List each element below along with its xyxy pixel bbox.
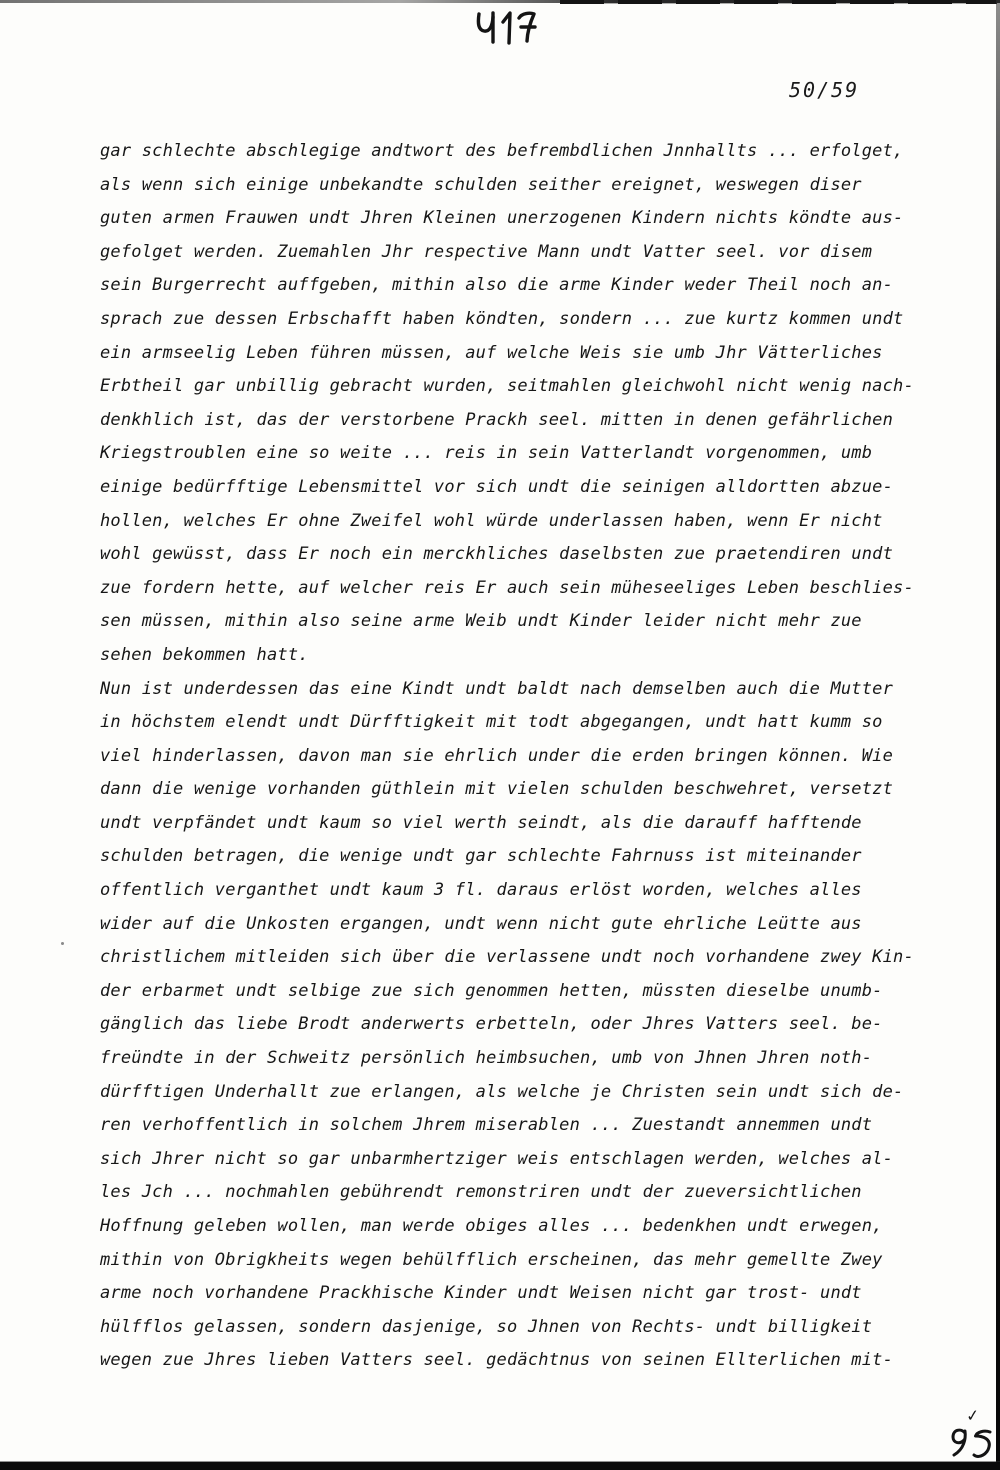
scan-edge-top-dashes — [560, 0, 997, 4]
text-line: viel hinderlassen, davon man sie ehrlich under die erden bringen können. Wie — [100, 745, 894, 766]
text-line: gar schlechte abschlegige andtwort des befrembdlichen Jnnhallts ... erfolget, — [100, 141, 904, 161]
text-line: undt verpfändet undt kaum so viel werth seindt, als die darauff hafftende — [100, 812, 862, 833]
text-line: Kriegstroublen eine so weite ... reis in sein Vatterlandt vorgenommen, umb — [100, 443, 873, 464]
typewritten-text — [100, 135, 940, 1378]
text-line: hollen, welches Er ohne Zweifel wohl würde underlassen haben, wenn Er nicht — [100, 510, 883, 531]
text-line: Erbtheil gar unbillig gebracht wurden, seitmahlen gleichwohl nicht wenig nach- — [100, 376, 914, 397]
text-line: der erbarmet undt selbige zue sich genommen hetten, müssten dieselbe unumb- — [100, 980, 883, 1001]
handwritten-footer-number — [948, 1426, 996, 1464]
text-line: gefolget werden. Zuemahlen Jhr respective Mann undt Vatter seel. vor disem — [100, 241, 873, 262]
folio-reference: 50/59 — [789, 78, 860, 102]
scan-edge-right — [996, 0, 1000, 1470]
handwritten-417-strokes — [470, 8, 540, 52]
text-line: als wenn sich einige unbekandte schulden seither ereignet, weswegen diser — [100, 174, 862, 195]
text-line: sein Burgerrecht auffgeben, mithin also die arme Kinder weder Theil noch an- — [100, 275, 894, 296]
text-line: les Jch ... nochmahlen gebührendt remonstriren undt der zueversichtlichen — [100, 1182, 862, 1203]
text-line: gänglich das liebe Brodt anderwerts erbetteln, oder Jhres Vatters seel. be- — [100, 1014, 883, 1035]
text-line: wohl gewüsst, dass Er noch ein merckhliches daselbsten zue praetendiren undt — [100, 544, 894, 565]
text-line: arme noch vorhandene Prackhische Kinder undt Weisen nicht gar trost- undt — [100, 1283, 862, 1304]
text-line: Hoffnung geleben wollen, man werde obiges alles ... bedenkhen undt erwegen, — [100, 1216, 883, 1236]
text-line: ren verhoffentlich in solchem Jhrem miserablen ... Zuestandt annemmen undt — [100, 1115, 873, 1136]
text-line: sehen bekommen hatt. — [100, 644, 309, 665]
text-line: wegen zue Jhres lieben Vatters seel. gedächtnus von seinen Ellterlichen mit- — [100, 1350, 894, 1371]
text-line: mithin von Obrigkheits wegen behülfflich erscheinen, das mehr gemellte Zwey — [100, 1249, 883, 1270]
text-line: Nun ist underdessen das eine Kindt undt baldt nach demselben auch die Mutter — [100, 678, 894, 699]
text-line: ein armseelig Leben führen müssen, auf welche Weis sie umb Jhr Vätterliches — [100, 342, 883, 363]
text-line: wider auf die Unkosten ergangen, undt wenn nicht gute ehrliche Leütte aus — [100, 913, 862, 934]
scan-edge-bottom — [0, 1462, 1000, 1470]
text-line: einige bedürfftige Lebensmittel vor sich undt die seinigen alldortten abzue- — [100, 476, 894, 497]
text-line: denkhlich ist, das der verstorbene Prackh seel. mitten in denen gefährlichen — [100, 409, 894, 430]
text-line: christlichem mitleiden sich über die verlassene undt noch vorhandene zwey Kin- — [100, 947, 914, 968]
handwritten-page-number — [470, 8, 540, 52]
text-line: zue fordern hette, auf welcher reis Er auch sein müheseeliges Leben beschlies- — [100, 577, 914, 598]
text-line: schulden betragen, die wenige undt gar schlechte Fahrnuss ist miteinander — [100, 846, 862, 867]
text-line: dürfftigen Underhallt zue erlangen, als welche je Christen sein undt sich de- — [100, 1081, 904, 1102]
text-line: sich Jhrer nicht so gar unbarmhertziger weis entschlagen werden, welches al- — [100, 1148, 894, 1169]
checkmark-icon: ✓ — [965, 1405, 981, 1426]
text-line: offentlich verganthet undt kaum 3 fl. daraus erlöst worden, welches alles — [100, 880, 862, 901]
text-line: hülfflos gelassen, sondern dasjenige, so Jhnen von Rechts- undt billigkeit — [100, 1316, 873, 1337]
text-line: guten armen Frauwen undt Jhren Kleinen unerzogenen Kindern nichts köndte aus- — [100, 208, 904, 229]
text-line: sprach zue dessen Erbschafft haben köndten, sondern ... zue kurtz kommen undt — [100, 308, 904, 329]
text-line: freündte in der Schweitz persönlich heimbsuchen, umb von Jhnen Jhren noth- — [100, 1048, 873, 1069]
text-line: in höchstem elendt undt Dürfftigkeit mit todt abgegangen, undt hatt kumm so — [100, 712, 883, 733]
handwritten-95-strokes — [948, 1426, 996, 1464]
scan-artifact-dot — [61, 942, 64, 945]
text-line: sen müssen, mithin also seine arme Weib undt Kinder leider nicht mehr zue — [100, 611, 862, 632]
text-line: dann die wenige vorhanden güthlein mit vielen schulden beschwehret, versetzt — [100, 779, 894, 800]
